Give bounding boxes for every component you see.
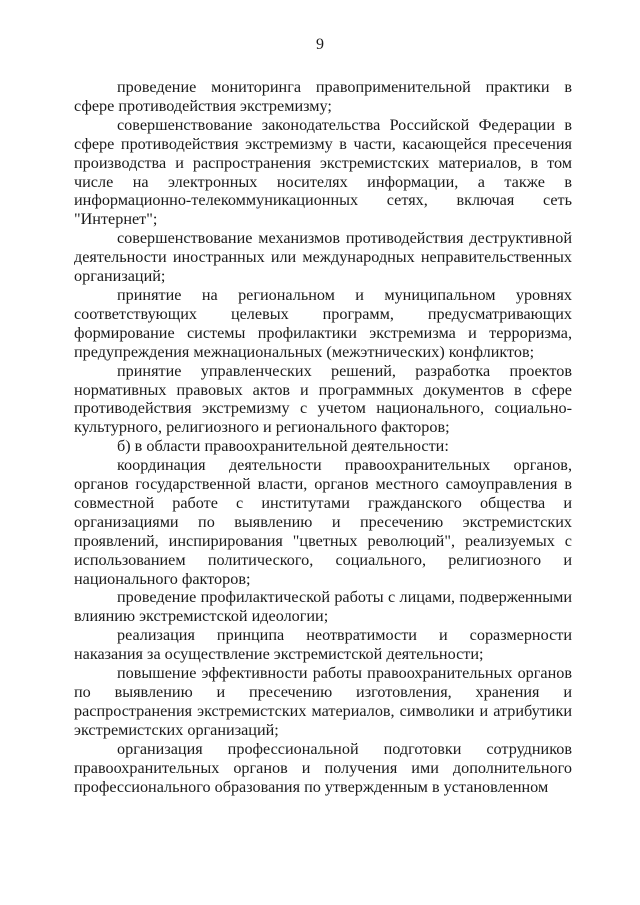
section-heading: б) в области правоохранительной деятельности:: [117, 437, 449, 456]
paragraph: реализация принципа неотвратимости и соразмерности наказания за осуществление экстремистской деятельности;: [74, 626, 572, 664]
paragraph: принятие на региональном и муниципальном уровнях соответствующих целевых программ, предусматривающих формирование системы профилактики экстремизма и терроризма, предупреждения межнациональных (межэтнических) конфликтов;: [74, 285, 572, 361]
paragraph: совершенствование механизмов противодействия деструктивной деятельности иностранных или международных неправительственных организаций;: [74, 229, 572, 286]
page-number: 9: [316, 36, 324, 53]
paragraph: организация профессиональной подготовки сотрудников правоохранительных органов и получения ими дополнительного профессионального образования по утвержденным в установленном: [74, 739, 572, 796]
paragraph: принятие управленческих решений, разработка проектов нормативных правовых актов и программных документов в сфере противодействия экстремизму с учетом национального, социально-культурного, религиозного и регионального факторов;: [74, 361, 572, 437]
document-body: [74, 78, 572, 796]
paragraph: совершенствование законодательства Российской Федерации в сфере противодействия экстремизму в части, касающейся пресечения производства и распространения экстремистских материалов, в том числе на электронных носителях информации, а также в информационно-телекоммуникационных сетях, включая сеть "Интернет";: [74, 115, 572, 229]
paragraph: повышение эффективности работы правоохранительных органов по выявлению и пресечению изготовления, хранения и распространения экстремистских материалов, символики и атрибутики экстремистских организаций;: [74, 664, 572, 739]
paragraph: координация деятельности правоохранительных органов, органов государственной власти, органов местного самоуправления в совместной работе с институтами гражданского общества и организациями по выявлению и пресечению экстремистских проявлений, инспирирования "цветных революций", реализуемых с использованием политического, социального, религиозного и национального факторов;: [74, 456, 572, 588]
paragraph: проведение мониторинга правоприменительной практики в сфере противодействия экстремизму;: [74, 78, 572, 115]
paragraph: проведение профилактической работы с лицами, подверженными влиянию экстремистской идеологии;: [74, 588, 572, 626]
